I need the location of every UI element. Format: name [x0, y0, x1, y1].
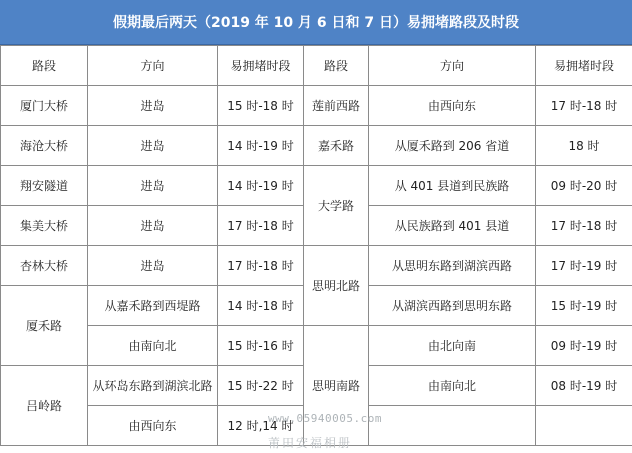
header-time-left: 易拥堵时段 [218, 46, 304, 86]
time-cell: 14 时-18 时 [218, 286, 304, 326]
direction-cell: 由南向北 [88, 326, 218, 366]
time-cell: 15 时-16 时 [218, 326, 304, 366]
time-cell: 12 时,14 时 [218, 406, 304, 446]
watermark-name: 莆田安福相册 [268, 436, 353, 450]
time-cell: 17 时-18 时 [218, 246, 304, 286]
watermark-url: www.05940005.com [268, 412, 382, 425]
header-time-right: 易拥堵时段 [536, 46, 632, 86]
time-cell: 14 时-19 时 [218, 126, 304, 166]
time-cell: 15 时-19 时 [536, 286, 632, 326]
direction-cell: 进岛 [88, 166, 218, 206]
table-row [1, 126, 632, 166]
table-row [1, 326, 632, 366]
road-cell: 思明北路 [304, 246, 369, 326]
direction-cell: 由西向东 [88, 406, 218, 446]
direction-cell [369, 406, 536, 446]
road-cell: 海沧大桥 [1, 126, 88, 166]
direction-cell: 由南向北 [369, 366, 536, 406]
time-cell: 08 时-19 时 [536, 366, 632, 406]
direction-cell: 从环岛东路到湖滨北路 [88, 366, 218, 406]
direction-cell: 从民族路到 401 县道 [369, 206, 536, 246]
congestion-table [0, 45, 632, 446]
time-cell: 14 时-19 时 [218, 166, 304, 206]
time-cell: 09 时-20 时 [536, 166, 632, 206]
table-row [1, 86, 632, 126]
direction-cell: 由西向东 [369, 86, 536, 126]
table-title: 假期最后两天（2019 年 10 月 6 日和 7 日）易拥堵路段及时段 [0, 0, 632, 45]
time-cell: 17 时-18 时 [218, 206, 304, 246]
header-road-right: 路段 [304, 46, 369, 86]
road-cell: 嘉禾路 [304, 126, 369, 166]
direction-cell: 进岛 [88, 206, 218, 246]
direction-cell: 进岛 [88, 126, 218, 166]
header-direction-right: 方向 [369, 46, 536, 86]
table-row [1, 166, 632, 206]
direction-cell: 从湖滨西路到思明东路 [369, 286, 536, 326]
header-direction-left: 方向 [88, 46, 218, 86]
direction-cell: 从嘉禾路到西堤路 [88, 286, 218, 326]
time-cell: 17 时-18 时 [536, 206, 632, 246]
direction-cell: 从思明东路到湖滨西路 [369, 246, 536, 286]
time-cell: 15 时-22 时 [218, 366, 304, 406]
header-road-left: 路段 [1, 46, 88, 86]
road-cell: 厦门大桥 [1, 86, 88, 126]
direction-cell: 从 401 县道到民族路 [369, 166, 536, 206]
direction-cell: 从厦禾路到 206 省道 [369, 126, 536, 166]
time-cell: 18 时 [536, 126, 632, 166]
direction-cell: 进岛 [88, 86, 218, 126]
road-cell: 翔安隧道 [1, 166, 88, 206]
road-cell: 莲前西路 [304, 86, 369, 126]
time-cell: 09 时-19 时 [536, 326, 632, 366]
road-cell: 吕岭路 [1, 366, 88, 446]
header-row [1, 46, 632, 86]
road-cell: 思明南路 [304, 326, 369, 446]
time-cell [536, 406, 632, 446]
road-cell: 大学路 [304, 166, 369, 246]
road-cell: 集美大桥 [1, 206, 88, 246]
table-row [1, 246, 632, 286]
time-cell: 17 时-19 时 [536, 246, 632, 286]
time-cell: 15 时-18 时 [218, 86, 304, 126]
direction-cell: 由北向南 [369, 326, 536, 366]
time-cell: 17 时-18 时 [536, 86, 632, 126]
direction-cell: 进岛 [88, 246, 218, 286]
road-cell: 杏林大桥 [1, 246, 88, 286]
road-cell: 厦禾路 [1, 286, 88, 366]
